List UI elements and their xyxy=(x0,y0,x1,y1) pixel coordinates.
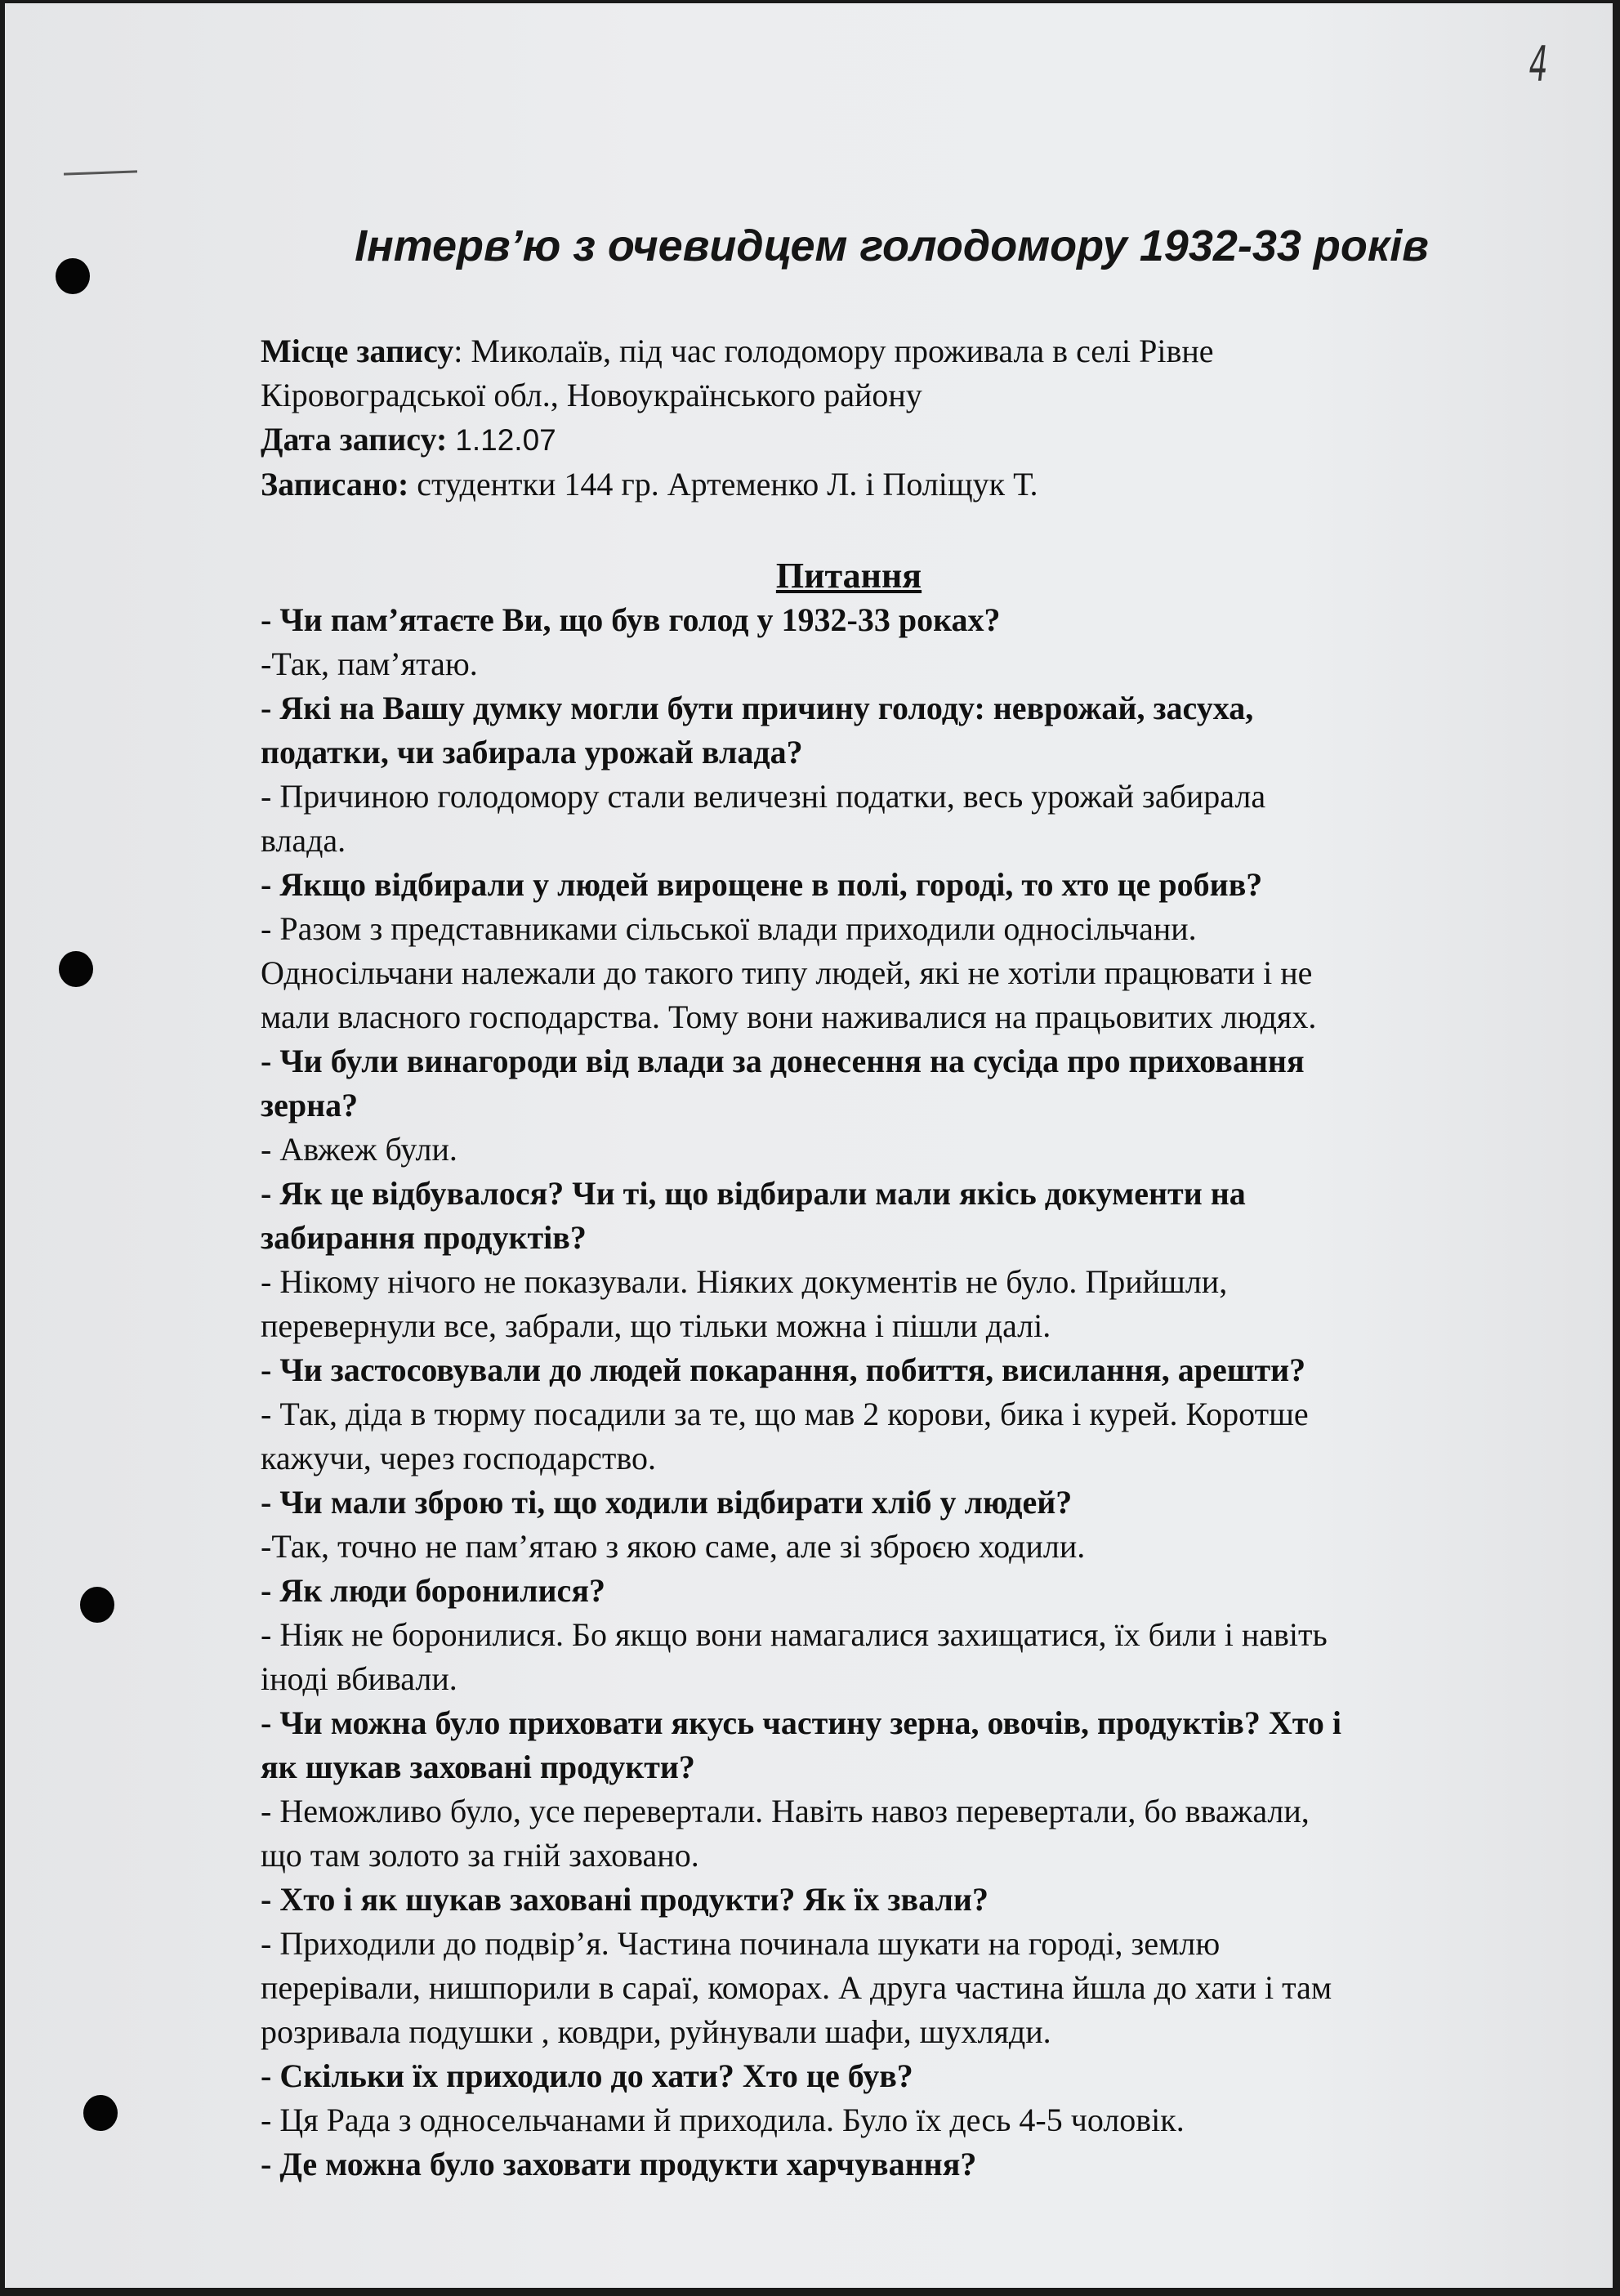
document-body xyxy=(261,329,1551,2187)
answer-line: - Авжеж були. xyxy=(261,1131,457,1168)
question-line: - Де можна було заховати продукти харчування? xyxy=(261,2146,977,2182)
answer-line: - Неможливо було, усе перевертали. Навіть навоз перевертали, бо вважали, xyxy=(261,1793,1310,1829)
question-line: як шукав заховані продукти? xyxy=(261,1749,695,1785)
question-line: - Чи були винагороди від влади за донесення на сусіда про приховання xyxy=(261,1043,1305,1079)
date-line xyxy=(261,418,1551,462)
question-line: зерна? xyxy=(261,1087,359,1123)
section-heading: Питання xyxy=(775,556,922,596)
question-line: забирання продуктів? xyxy=(261,1219,587,1256)
date-value: 1.12.07 xyxy=(455,423,556,457)
answer-line: влада. xyxy=(261,822,346,859)
punch-hole xyxy=(80,1587,114,1623)
question-line: - Чи мали зброю ті, що ходили відбирати хліб у людей? xyxy=(261,1484,1073,1521)
date-label: Дата запису: xyxy=(261,421,448,458)
recorded-value: студентки 144 гр. Артеменко Л. і Поліщук Т. xyxy=(417,466,1038,503)
question-line: - Чи можна було приховати якусь частину зерна, овочів, продуктів? Хто і xyxy=(261,1704,1341,1741)
answer-line: - Ця Рада з односельчанами й приходила. Було їх десь 4-5 чоловік. xyxy=(261,2102,1185,2138)
place-line-2: Кіровоградської обл., Новоукраїнського району xyxy=(261,377,922,413)
recorded-line xyxy=(261,462,1551,507)
answer-line: - Разом з представниками сільської влади приходили односільчани. xyxy=(261,910,1197,947)
question-line: - Чи застосовували до людей покарання, побиття, висилання, арешти? xyxy=(261,1351,1306,1388)
question-line: - Якщо відбирали у людей вирощене в полі, городі, то хто це робив? xyxy=(261,866,1263,903)
answer-line: -Так, точно не пам’ятаю з якою саме, але зі зброєю ходили. xyxy=(261,1528,1086,1565)
place-value: Миколаїв, під час голодомору проживала в селі Рівне xyxy=(471,333,1214,369)
answer-line: що там золото за гній заховано. xyxy=(261,1837,699,1874)
answer-line: - Так, діда в тюрму посадили за те, що мав 2 корови, бика і курей. Коротше xyxy=(261,1396,1309,1432)
question-line: - Хто і як шукав заховані продукти? Як їх звали? xyxy=(261,1881,989,1918)
pen-mark xyxy=(64,170,137,175)
answer-line: - Ніяк не боронилися. Бо якщо вони намагалися захищатися, їх били і навіть xyxy=(261,1616,1328,1653)
recorded-label: Записано: xyxy=(261,466,409,503)
answer-line: перевернули все, забрали, що тільки можна і пішли далі. xyxy=(261,1307,1051,1344)
answer-line: розривала подушки , ковдри, руйнували шафи, шухляди. xyxy=(261,2013,1051,2050)
punch-hole xyxy=(83,2095,118,2131)
question-line: - Як люди боронилися? xyxy=(261,1572,605,1609)
answer-line: Односільчани належали до такого типу людей, які не хотіли працювати і не xyxy=(261,954,1313,991)
question-line: - Скільки їх приходило до хати? Хто це був? xyxy=(261,2057,913,2094)
place-label: Місце запису xyxy=(261,333,454,369)
question-line: - Чи пам’ятаєте Ви, що був голод у 1932-33 роках? xyxy=(261,601,1001,638)
document-title: Інтерв’ю з очевидцем голодомору 1932-33 років xyxy=(355,221,1429,270)
question-line: податки, чи забирала урожай влада? xyxy=(261,734,803,771)
question-line: - Як це відбувалося? Чи ті, що відбирали мали якісь документи на xyxy=(261,1175,1246,1212)
punch-hole xyxy=(59,951,93,987)
answer-line: іноді вбивали. xyxy=(261,1660,457,1697)
answer-line: - Приходили до подвір’я. Частина починала шукати на городі, землю xyxy=(261,1925,1221,1962)
handwritten-page-number: 4 xyxy=(1529,36,1548,93)
interview-qa xyxy=(261,598,1551,2187)
answer-line: кажучи, через господарство. xyxy=(261,1440,657,1476)
place-line: Місце запису: Миколаїв, під час голодомору проживала в селі Рівне xyxy=(261,333,1214,369)
answer-line: - Нікому нічого не показували. Ніяких документів не було. Прийшли, xyxy=(261,1263,1228,1300)
answer-line: -Так, пам’ятаю. xyxy=(261,645,478,682)
question-line: - Які на Вашу думку могли бути причину голоду: неврожай, засуха, xyxy=(261,690,1254,726)
answer-line: мали власного господарства. Тому вони наживалися на працьовитих людях. xyxy=(261,998,1317,1035)
answer-line: перерівали, нишпорили в сараї, коморах. А друга частина йшла до хати і там xyxy=(261,1969,1332,2006)
answer-line: - Причиною голодомору стали величезні податки, весь урожай забирала xyxy=(261,778,1266,815)
